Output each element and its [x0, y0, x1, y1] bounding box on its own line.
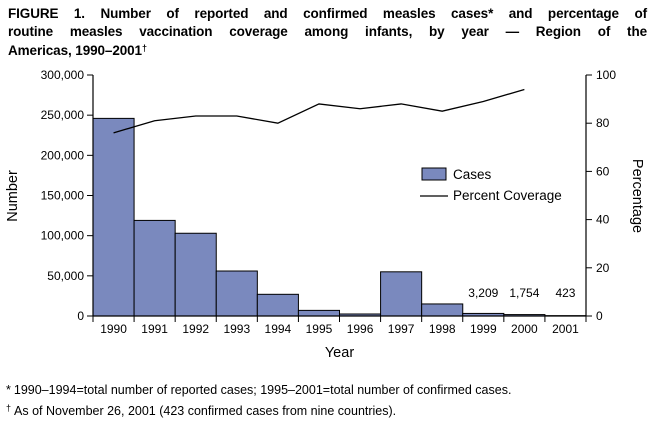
- y-left-tick-label: 200,000: [40, 148, 84, 163]
- figure-title-line1: FIGURE 1. Number of reported and confirmed measles cases* and percentage of: [8, 6, 647, 21]
- y-axis-title-right: Percentage: [629, 158, 645, 234]
- legend-cases-swatch: [422, 168, 446, 180]
- y-axis-title-left: Number: [5, 170, 21, 222]
- x-tick-label-1993: 1993: [223, 322, 251, 336]
- figure-title-line3: Americas, 1990–2001†: [8, 43, 147, 58]
- data-label-2001: 423: [555, 286, 576, 300]
- footnote-asterisk: * 1990–1994=total number of reported cases; 1995–2001=total number of confirmed cases.: [6, 382, 650, 400]
- x-tick-label-1994: 1994: [264, 322, 292, 336]
- figure-footnotes: [6, 382, 650, 420]
- x-tick-label-1995: 1995: [305, 322, 333, 336]
- x-tick-label-2001: 2001: [552, 322, 579, 336]
- x-tick-label-1998: 1998: [428, 322, 456, 336]
- bar-1992: [175, 233, 216, 316]
- y-left-tick-label: 100,000: [40, 228, 84, 243]
- y-right-tick-label: 100: [596, 68, 617, 82]
- footnote-dagger: † As of November 26, 2001 (423 confirmed cases from nine countries).: [6, 400, 650, 421]
- bar-1995: [298, 310, 339, 316]
- coverage-line: [114, 89, 525, 132]
- x-tick-label-1992: 1992: [182, 322, 210, 336]
- bar-1990: [93, 118, 134, 316]
- y-left-tick-label: 250,000: [40, 108, 84, 123]
- data-label-1999: 3,209: [468, 286, 499, 300]
- x-tick-label-1991: 1991: [141, 322, 168, 336]
- bar-1991: [134, 220, 175, 316]
- y-right-tick-label: 20: [596, 260, 610, 275]
- figure-title-line2: routine measles vaccination coverage among infants, by year — Region of the: [8, 23, 647, 39]
- legend-cases-label: Cases: [453, 167, 492, 182]
- y-right-tick-label: 80: [596, 116, 610, 131]
- x-tick-label-1997: 1997: [387, 322, 415, 336]
- x-axis-title: Year: [324, 345, 355, 361]
- footnote-dagger-marker: †: [6, 402, 12, 413]
- x-tick-label-1990: 1990: [100, 322, 127, 336]
- legend-coverage-label: Percent Coverage: [453, 188, 562, 203]
- y-right-tick-label: 0: [596, 309, 603, 323]
- bar-1998: [422, 304, 463, 316]
- y-left-tick-label: 150,000: [40, 188, 84, 203]
- x-tick-label-2000: 2000: [511, 322, 538, 336]
- chart-area: [0, 60, 652, 387]
- x-tick-label-1999: 1999: [469, 322, 497, 336]
- bar-1997: [381, 272, 422, 316]
- y-left-tick-label: 50,000: [47, 268, 84, 283]
- x-tick-label-1996: 1996: [346, 322, 374, 336]
- y-left-tick-label: 0: [77, 309, 84, 323]
- figure-title: [8, 5, 647, 60]
- bar-1994: [257, 294, 298, 316]
- bar-1993: [216, 271, 257, 316]
- y-left-tick-label: 300,000: [40, 68, 84, 82]
- data-label-2000: 1,754: [509, 286, 540, 300]
- measles-cases-coverage-chart: [0, 60, 652, 382]
- title-dagger: †: [141, 43, 147, 53]
- y-right-tick-label: 60: [596, 164, 610, 179]
- y-right-tick-label: 40: [596, 212, 610, 227]
- footnote-asterisk-marker: *: [6, 383, 11, 397]
